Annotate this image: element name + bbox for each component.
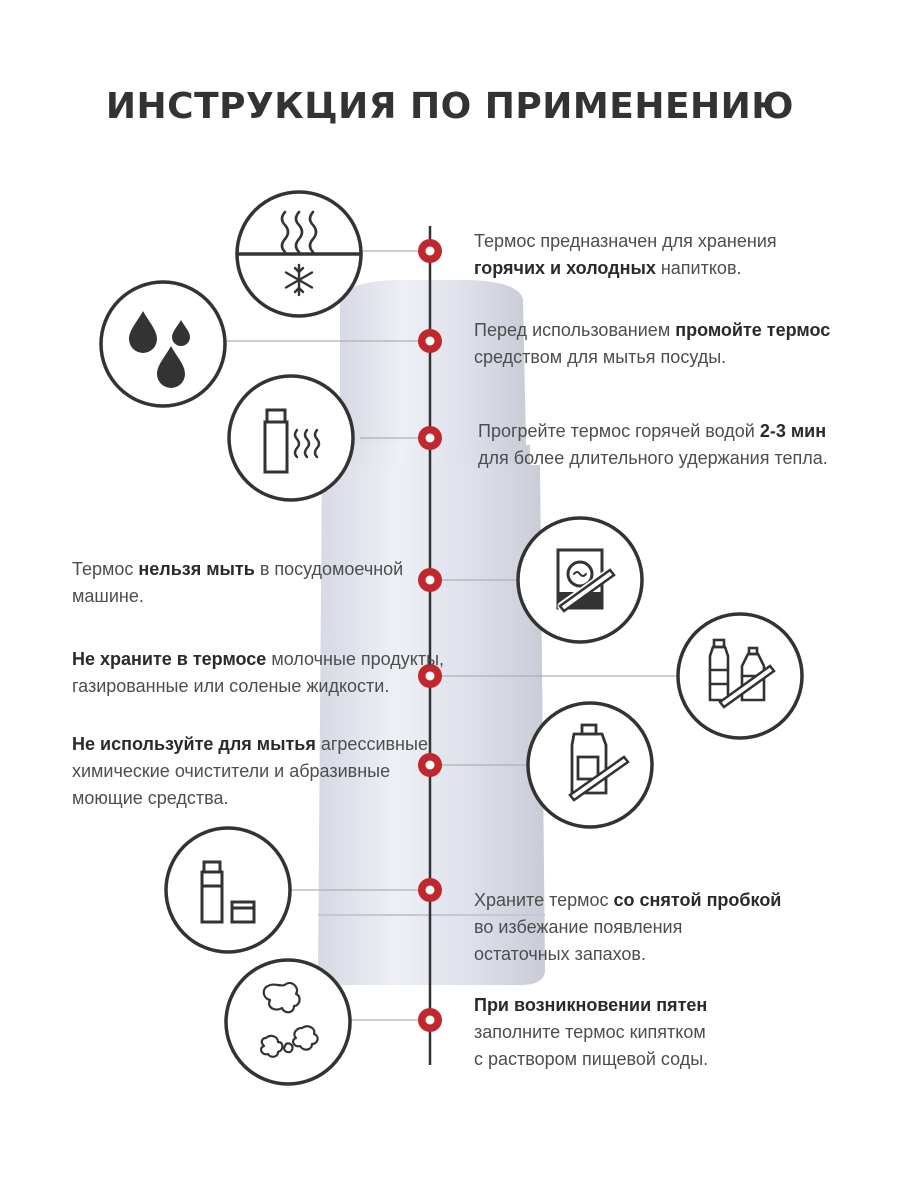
text-line: газированные или соленые жидкости.	[72, 676, 390, 696]
text-line: машине.	[72, 586, 144, 606]
step-text-2	[474, 317, 830, 371]
step-marker	[418, 568, 442, 592]
text-line: Перед использованием промойте термос	[474, 320, 831, 340]
text-line: средством для мытья посуды.	[474, 347, 727, 367]
text-line: остаточных запахов.	[474, 944, 646, 964]
step-text-4	[72, 556, 403, 610]
text-line: Храните термос со снятой пробкой	[474, 890, 782, 910]
step-text-7	[474, 887, 781, 968]
text-line: химические очистители и абразивные	[72, 761, 391, 781]
text-line: Термос нельзя мыть в посудомоечной	[72, 559, 404, 579]
text-line: Не храните в термосе молочные продукты,	[72, 649, 445, 669]
text-line: с раствором пищевой соды.	[474, 1049, 709, 1069]
step-text-5	[72, 646, 444, 700]
text-line: для более длительного удержания тепла.	[478, 448, 828, 468]
step-text-6	[72, 731, 428, 812]
stains-icon	[226, 960, 350, 1084]
water-drops-icon	[101, 282, 225, 406]
step-marker	[418, 239, 442, 263]
step-marker	[418, 329, 442, 353]
text-line: Не используйте для мытья агрессивные	[72, 734, 428, 754]
thermos-open-cap-icon	[166, 828, 290, 952]
step-text-3	[478, 418, 828, 472]
no-detergent-icon	[528, 703, 652, 827]
text-line: Прогрейте термос горячей водой 2-3 мин	[478, 421, 827, 441]
step-text-8	[474, 992, 708, 1073]
text-line: горячих и холодных напитков.	[474, 258, 742, 278]
step-marker	[418, 1008, 442, 1032]
text-line: При возникновении пятен	[474, 995, 708, 1015]
step-marker	[418, 426, 442, 450]
hot-cold-icon	[237, 192, 361, 316]
text-line: во избежание появления	[474, 917, 683, 937]
thermos-steam-icon	[229, 376, 353, 500]
step-text-1	[474, 228, 777, 282]
text-line: заполните термос кипятком	[474, 1022, 706, 1042]
text-line: Термос предназначен для хранения	[474, 231, 777, 251]
page-title: ИНСТРУКЦИЯ ПО ПРИМЕНЕНИЮ	[105, 86, 795, 127]
no-bottles-icon	[678, 614, 802, 738]
no-dishwasher-icon	[518, 518, 642, 642]
text-line: моющие средства.	[72, 788, 229, 808]
step-marker	[418, 878, 442, 902]
